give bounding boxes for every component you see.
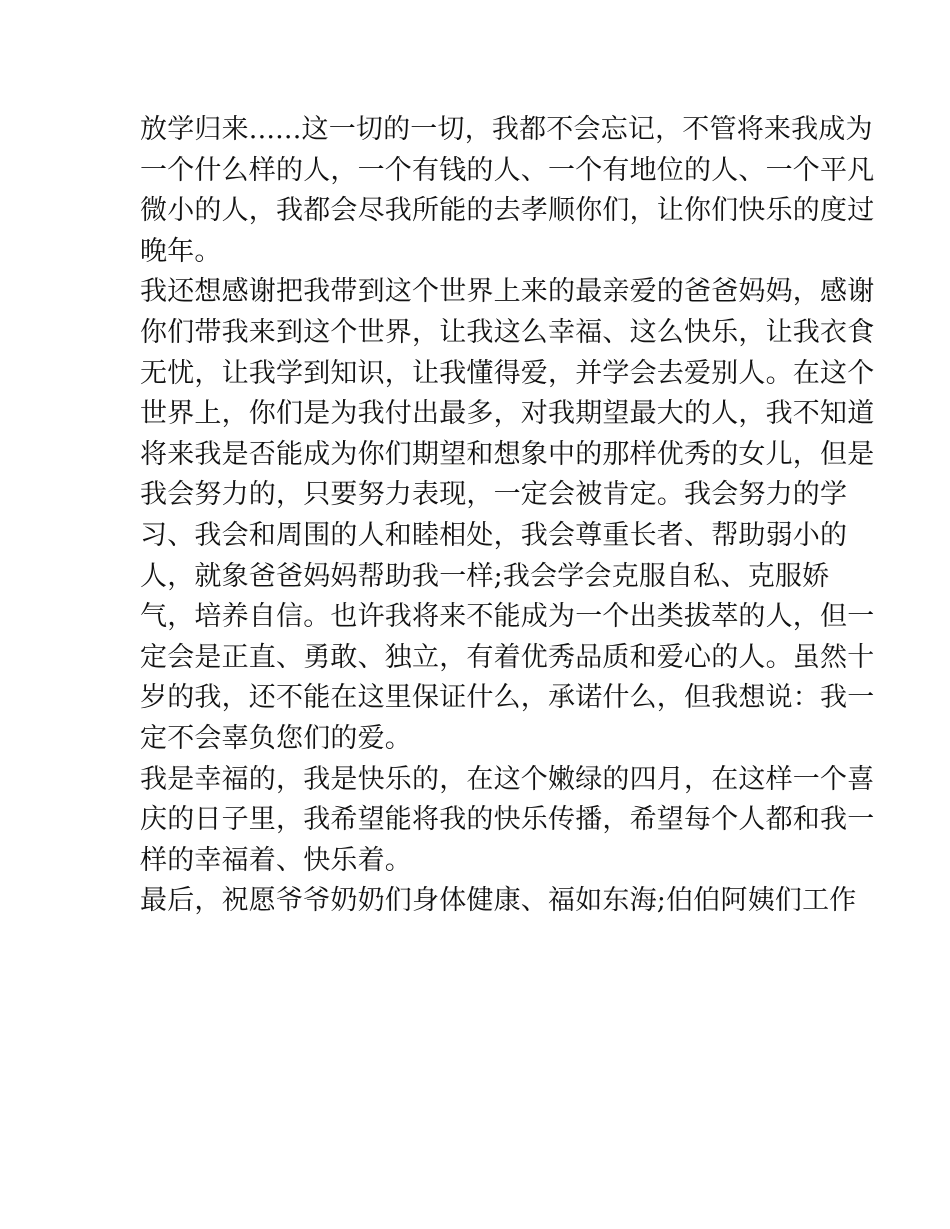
text-line: 我是幸福的，我是快乐的，在这个嫩绿的四月，在这样一个喜 [140,763,875,795]
document-body [140,110,875,922]
text-line: 世界上，你们是为我付出最多，对我期望最大的人，我不知道 [140,398,875,430]
text-line: 定不会辜负您们的爱。 [140,722,412,754]
text-line: 你们带我来到这个世界，让我这么幸福、这么快乐，让我衣食 [140,316,875,348]
text-line: 最后，祝愿爷爷奶奶们身体健康、福如东海;伯伯阿姨们工作 [140,885,857,917]
text-line: 放学归来......这一切的一切，我都不会忘记，不管将来我成为 [140,114,873,145]
text-line: 晚年。 [140,235,222,267]
text-line: 岁的我，还不能在这里保证什么，承诺什么，但我想说：我一 [140,682,875,714]
text-line: 人，就象爸爸妈妈帮助我一样;我会学会克服自私、克服娇 [140,560,830,592]
text-line: 庆的日子里，我希望能将我的快乐传播，希望每个人都和我一 [140,804,875,836]
text-line: 我还想感谢把我带到这个世界上来的最亲爱的爸爸妈妈，感谢 [140,276,875,308]
text-line: 习、我会和周围的人和睦相处，我会尊重长者、帮助弱小的 [140,519,848,551]
text-line: 样的幸福着、快乐着。 [140,844,412,876]
text-line: 将来我是否能成为你们期望和想象中的那样优秀的女儿，但是 [140,438,875,470]
text-line: 无忧，让我学到知识，让我懂得爱，并学会去爱别人。在这个 [140,357,875,389]
text-line: 定会是正直、勇敢、独立，有着优秀品质和爱心的人。虽然十 [140,641,875,673]
text-line: 一个什么样的人，一个有钱的人、一个有地位的人、一个平凡 [140,154,875,186]
text-line: 微小的人，我都会尽我所能的去孝顺你们，让你们快乐的度过 [140,195,875,227]
text-line: 气，培养自信。也许我将来不能成为一个出类拔萃的人，但一 [140,601,875,633]
text-line: 我会努力的，只要努力表现，一定会被肯定。我会努力的学 [140,479,848,511]
